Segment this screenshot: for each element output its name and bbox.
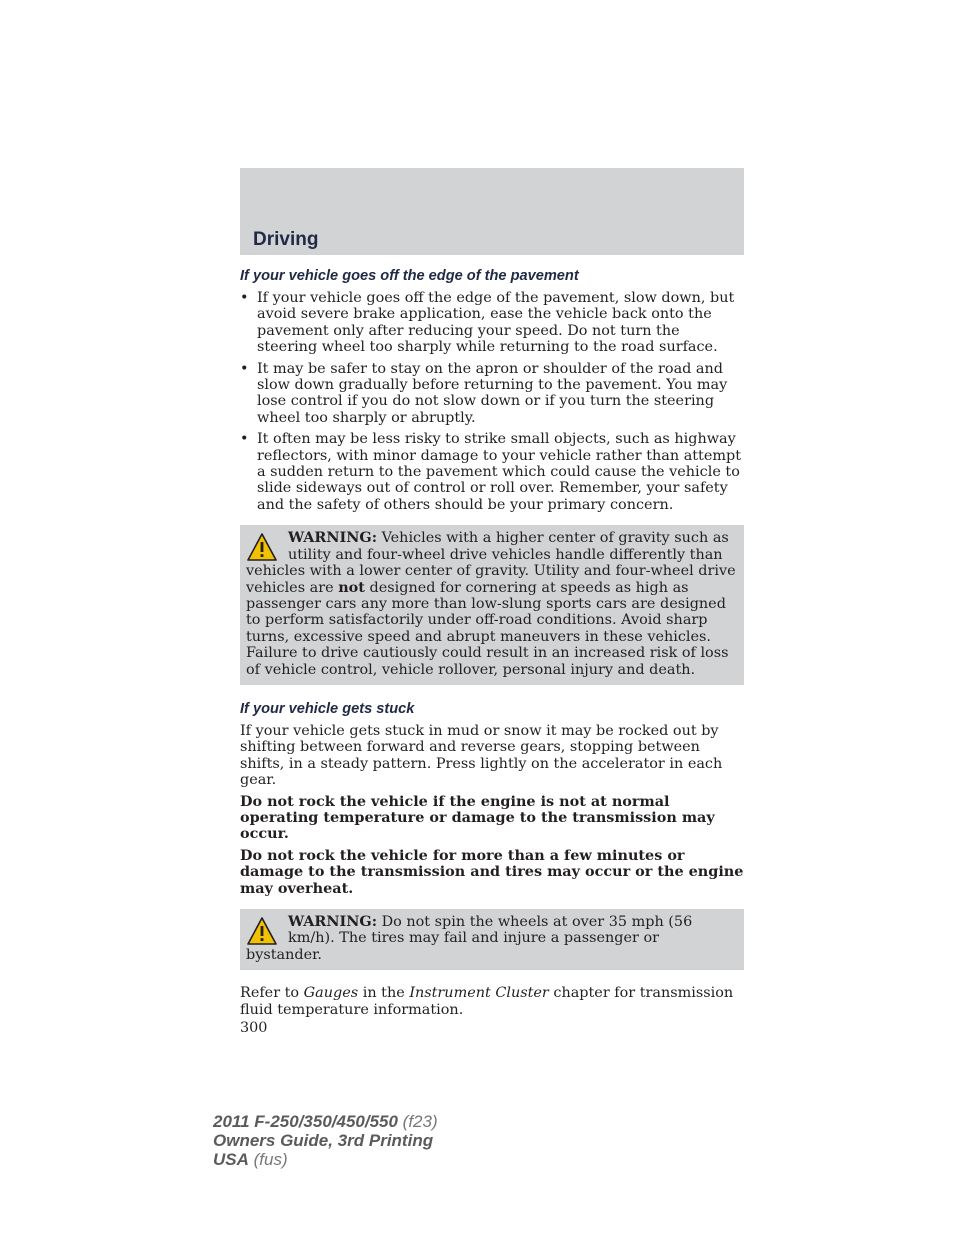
warning-text-part: Do not spin the wheels at over 35 mph (56 km/h). The tires may fail and injure a passenger or bystander. <box>246 914 693 963</box>
list-item: • It often may be less risky to strike small objects, such as highway reflectors, with minor damage to your vehicle rather than attempt a sudden return to the pavement which could cause the vehicle to slide sideways out of control or roll over. Remember, your safety and the safety of others should be your primary concern. <box>240 431 744 513</box>
off-pavement-list <box>240 290 744 513</box>
footer-model-code: (f23) <box>397 1112 438 1131</box>
section-title-off-pavement: If your vehicle goes off the edge of the pavement <box>240 268 579 284</box>
warning-triangle-icon <box>246 532 278 562</box>
warning-box-wheel-spin <box>240 909 744 970</box>
stuck-paragraph: If your vehicle gets stuck in mud or snow it may be rocked out by shifting between forward and reverse gears, stopping between shifts, in a steady pattern. Press lightly on the accelerator in each gear. <box>240 722 723 789</box>
footer-market: USA <box>213 1150 249 1169</box>
list-item: • If your vehicle goes off the edge of the pavement, slow down, but avoid severe brake application, ease the vehicle back onto the pavement only after reducing your speed. Do not turn the steering wheel too sharply while returning to the road surface. <box>240 290 744 356</box>
refer-text: Refer to <box>240 985 304 1002</box>
warning-text-part: designed for cornering at speeds as high as passenger cars any more than low-slung sports cars are designed to perform satisfactorily under off-road conditions. Avoid sharp turns, excessive speed and abrupt maneuvers in these vehicles. Failure to drive cautiously could result in an increased risk of loss of vehicle control, vehicle rollover, personal injury and death. <box>246 579 729 678</box>
list-item: • It may be safer to stay on the apron or shoulder of the road and slow down gradually before returning to the pavement. You may lose control if you do not slow down or if you turn the steering wheel too sharply or abruptly. <box>240 361 744 427</box>
page-number: 300 <box>240 1020 268 1037</box>
warning-text-part: Vehicles with a higher center of gravity such as utility and four-wheel drive vehicles handle differently than vehicles with a lower center of gravity. Utility and four-wheel drive vehicles are <box>246 530 736 596</box>
document-footer <box>213 1112 438 1169</box>
section-title-stuck: If your vehicle gets stuck <box>240 700 415 717</box>
caution-engine-temperature: Do not rock the vehicle if the engine is not at normal operating temperature or damage to the transmission may occur. <box>240 792 715 843</box>
refer-text: in the <box>358 985 410 1002</box>
warning-label: WARNING: <box>288 913 378 930</box>
footer-market-line <box>213 1150 438 1169</box>
refer-paragraph <box>240 985 744 1018</box>
warning-label: WARNING: <box>288 529 378 547</box>
refer-instrument-cluster: Instrument Cluster <box>409 985 549 1002</box>
chapter-header-band <box>240 168 744 255</box>
warning-emphasis: not <box>338 578 365 596</box>
page-content <box>240 268 744 1036</box>
chapter-title: Driving <box>253 229 319 250</box>
refer-text: chapter for transmission fluid temperature information. <box>240 985 734 1018</box>
warning-text <box>246 530 736 677</box>
footer-printing-line <box>213 1131 438 1150</box>
warning-triangle-icon <box>246 916 278 946</box>
caution-rock-duration: Do not rock the vehicle for more than a few minutes or damage to the transmission and tires may occur or the engine may overheat. <box>240 846 744 897</box>
warning-text <box>246 914 692 963</box>
footer-market-code: (fus) <box>248 1150 288 1169</box>
footer-printing: Owners Guide, 3rd Printing <box>213 1131 434 1150</box>
footer-model-line <box>213 1112 438 1131</box>
refer-gauges: Gauges <box>303 985 359 1002</box>
footer-model: 2011 F-250/350/450/550 <box>213 1112 398 1131</box>
warning-box-center-of-gravity <box>240 525 744 685</box>
